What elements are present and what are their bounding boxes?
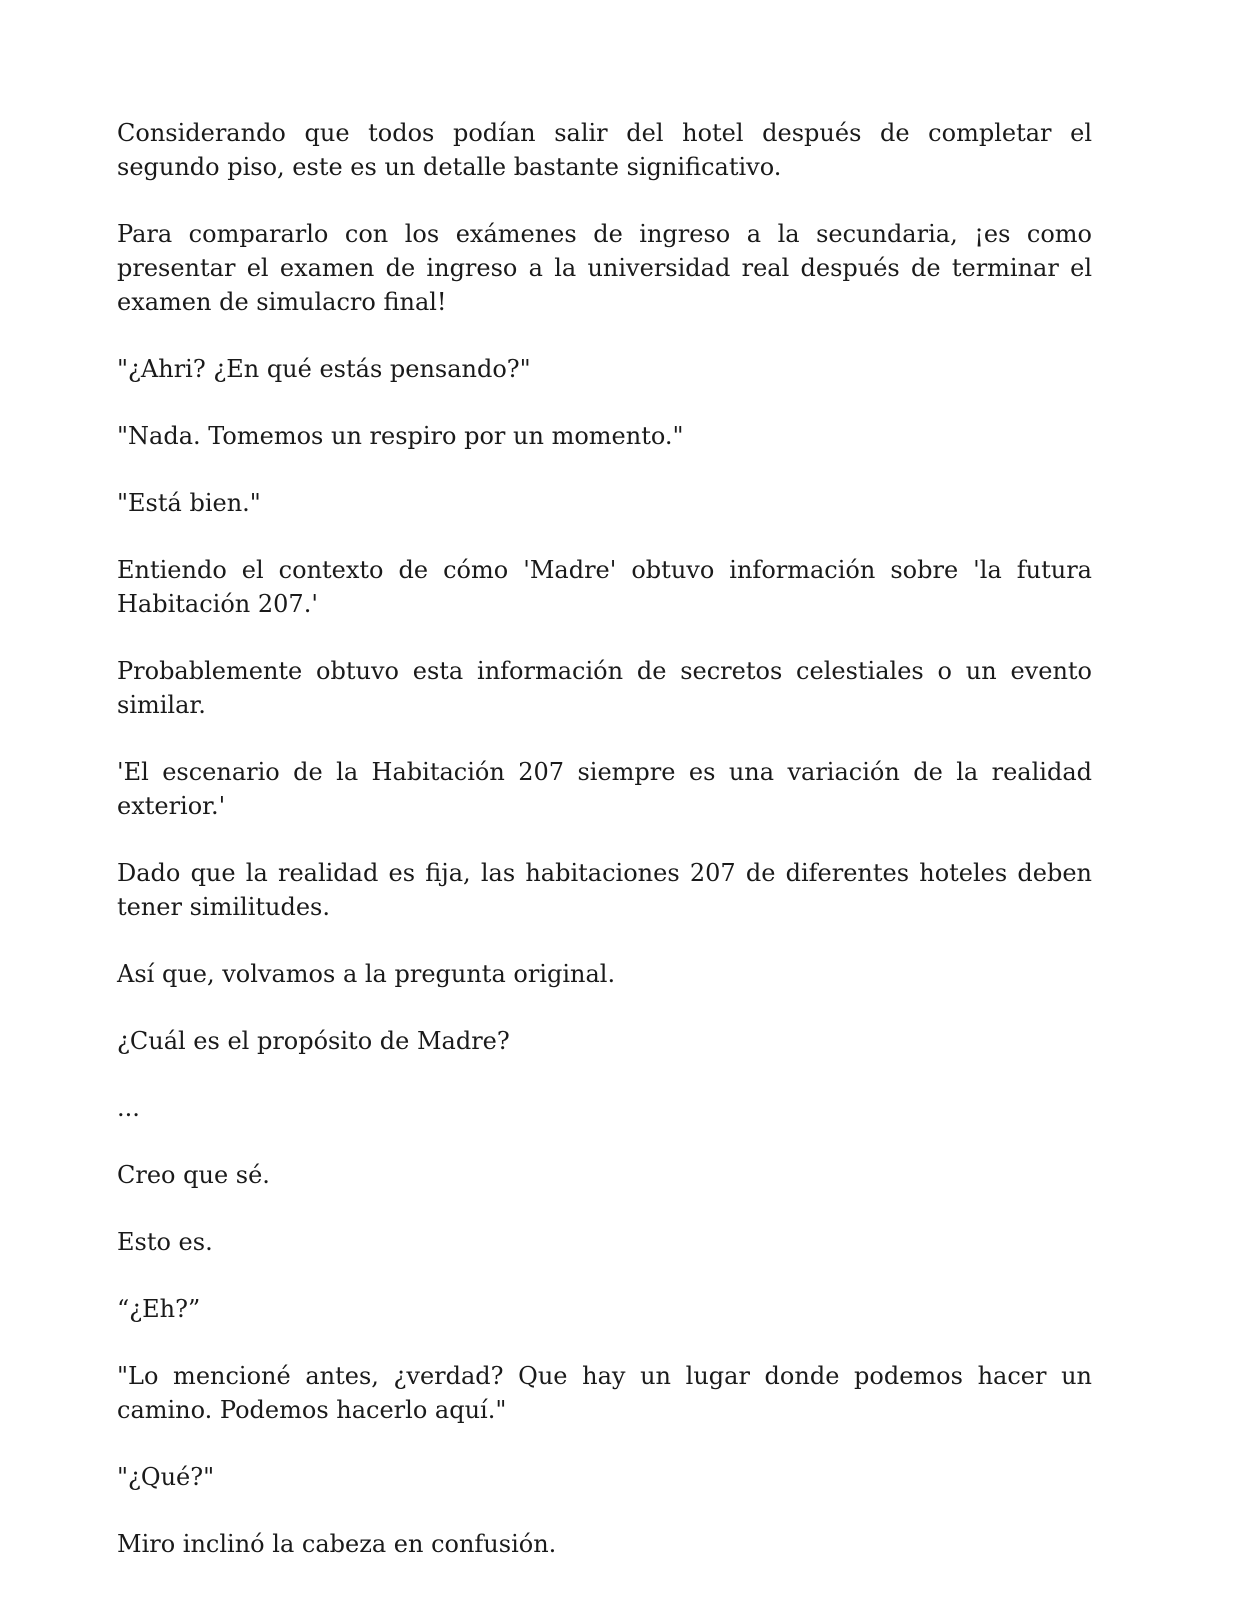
paragraph: 'El escenario de la Habitación 207 siempre es una variación de la realidad exterior.'	[117, 758, 1092, 820]
paragraph: Considerando que todos podían salir del hotel después de completar el segundo piso, este es un detalle bastante significativo.	[117, 119, 1092, 181]
dialogue-line: “¿Eh?”	[117, 1295, 201, 1323]
paragraph: Esto es.	[117, 1228, 213, 1256]
paragraph: Entiendo el contexto de cómo 'Madre' obtuvo información sobre 'la futura Habitación 207.'	[117, 556, 1092, 618]
paragraph: Miro inclinó la cabeza en confusión.	[117, 1530, 557, 1558]
paragraph: Así que, volvamos a la pregunta original.	[117, 960, 616, 988]
paragraph: Para compararlo con los exámenes de ingreso a la secundaria, ¡es como presentar el examen de ingreso a la universidad real después de terminar el examen de simulacro final!	[117, 220, 1092, 316]
dialogue-line: "Lo mencioné antes, ¿verdad? Que hay un lugar donde podemos hacer un camino. Podemos hacerlo aquí."	[117, 1362, 1092, 1424]
paragraph: ¿Cuál es el propósito de Madre?	[117, 1027, 510, 1055]
dialogue-line: "Nada. Tomemos un respiro por un momento."	[117, 422, 684, 450]
dialogue-line: "Está bien."	[117, 489, 261, 517]
document-body	[117, 116, 1092, 1594]
paragraph: Creo que sé.	[117, 1161, 270, 1189]
paragraph: Probablemente obtuvo esta información de secretos celestiales o un evento similar.	[117, 657, 1092, 719]
dialogue-line: "¿Qué?"	[117, 1463, 215, 1491]
paragraph: Dado que la realidad es fija, las habitaciones 207 de diferentes hoteles deben tener similitudes.	[117, 859, 1092, 921]
dialogue-line: "¿Ahri? ¿En qué estás pensando?"	[117, 355, 531, 383]
ellipsis-line: ...	[117, 1094, 140, 1122]
